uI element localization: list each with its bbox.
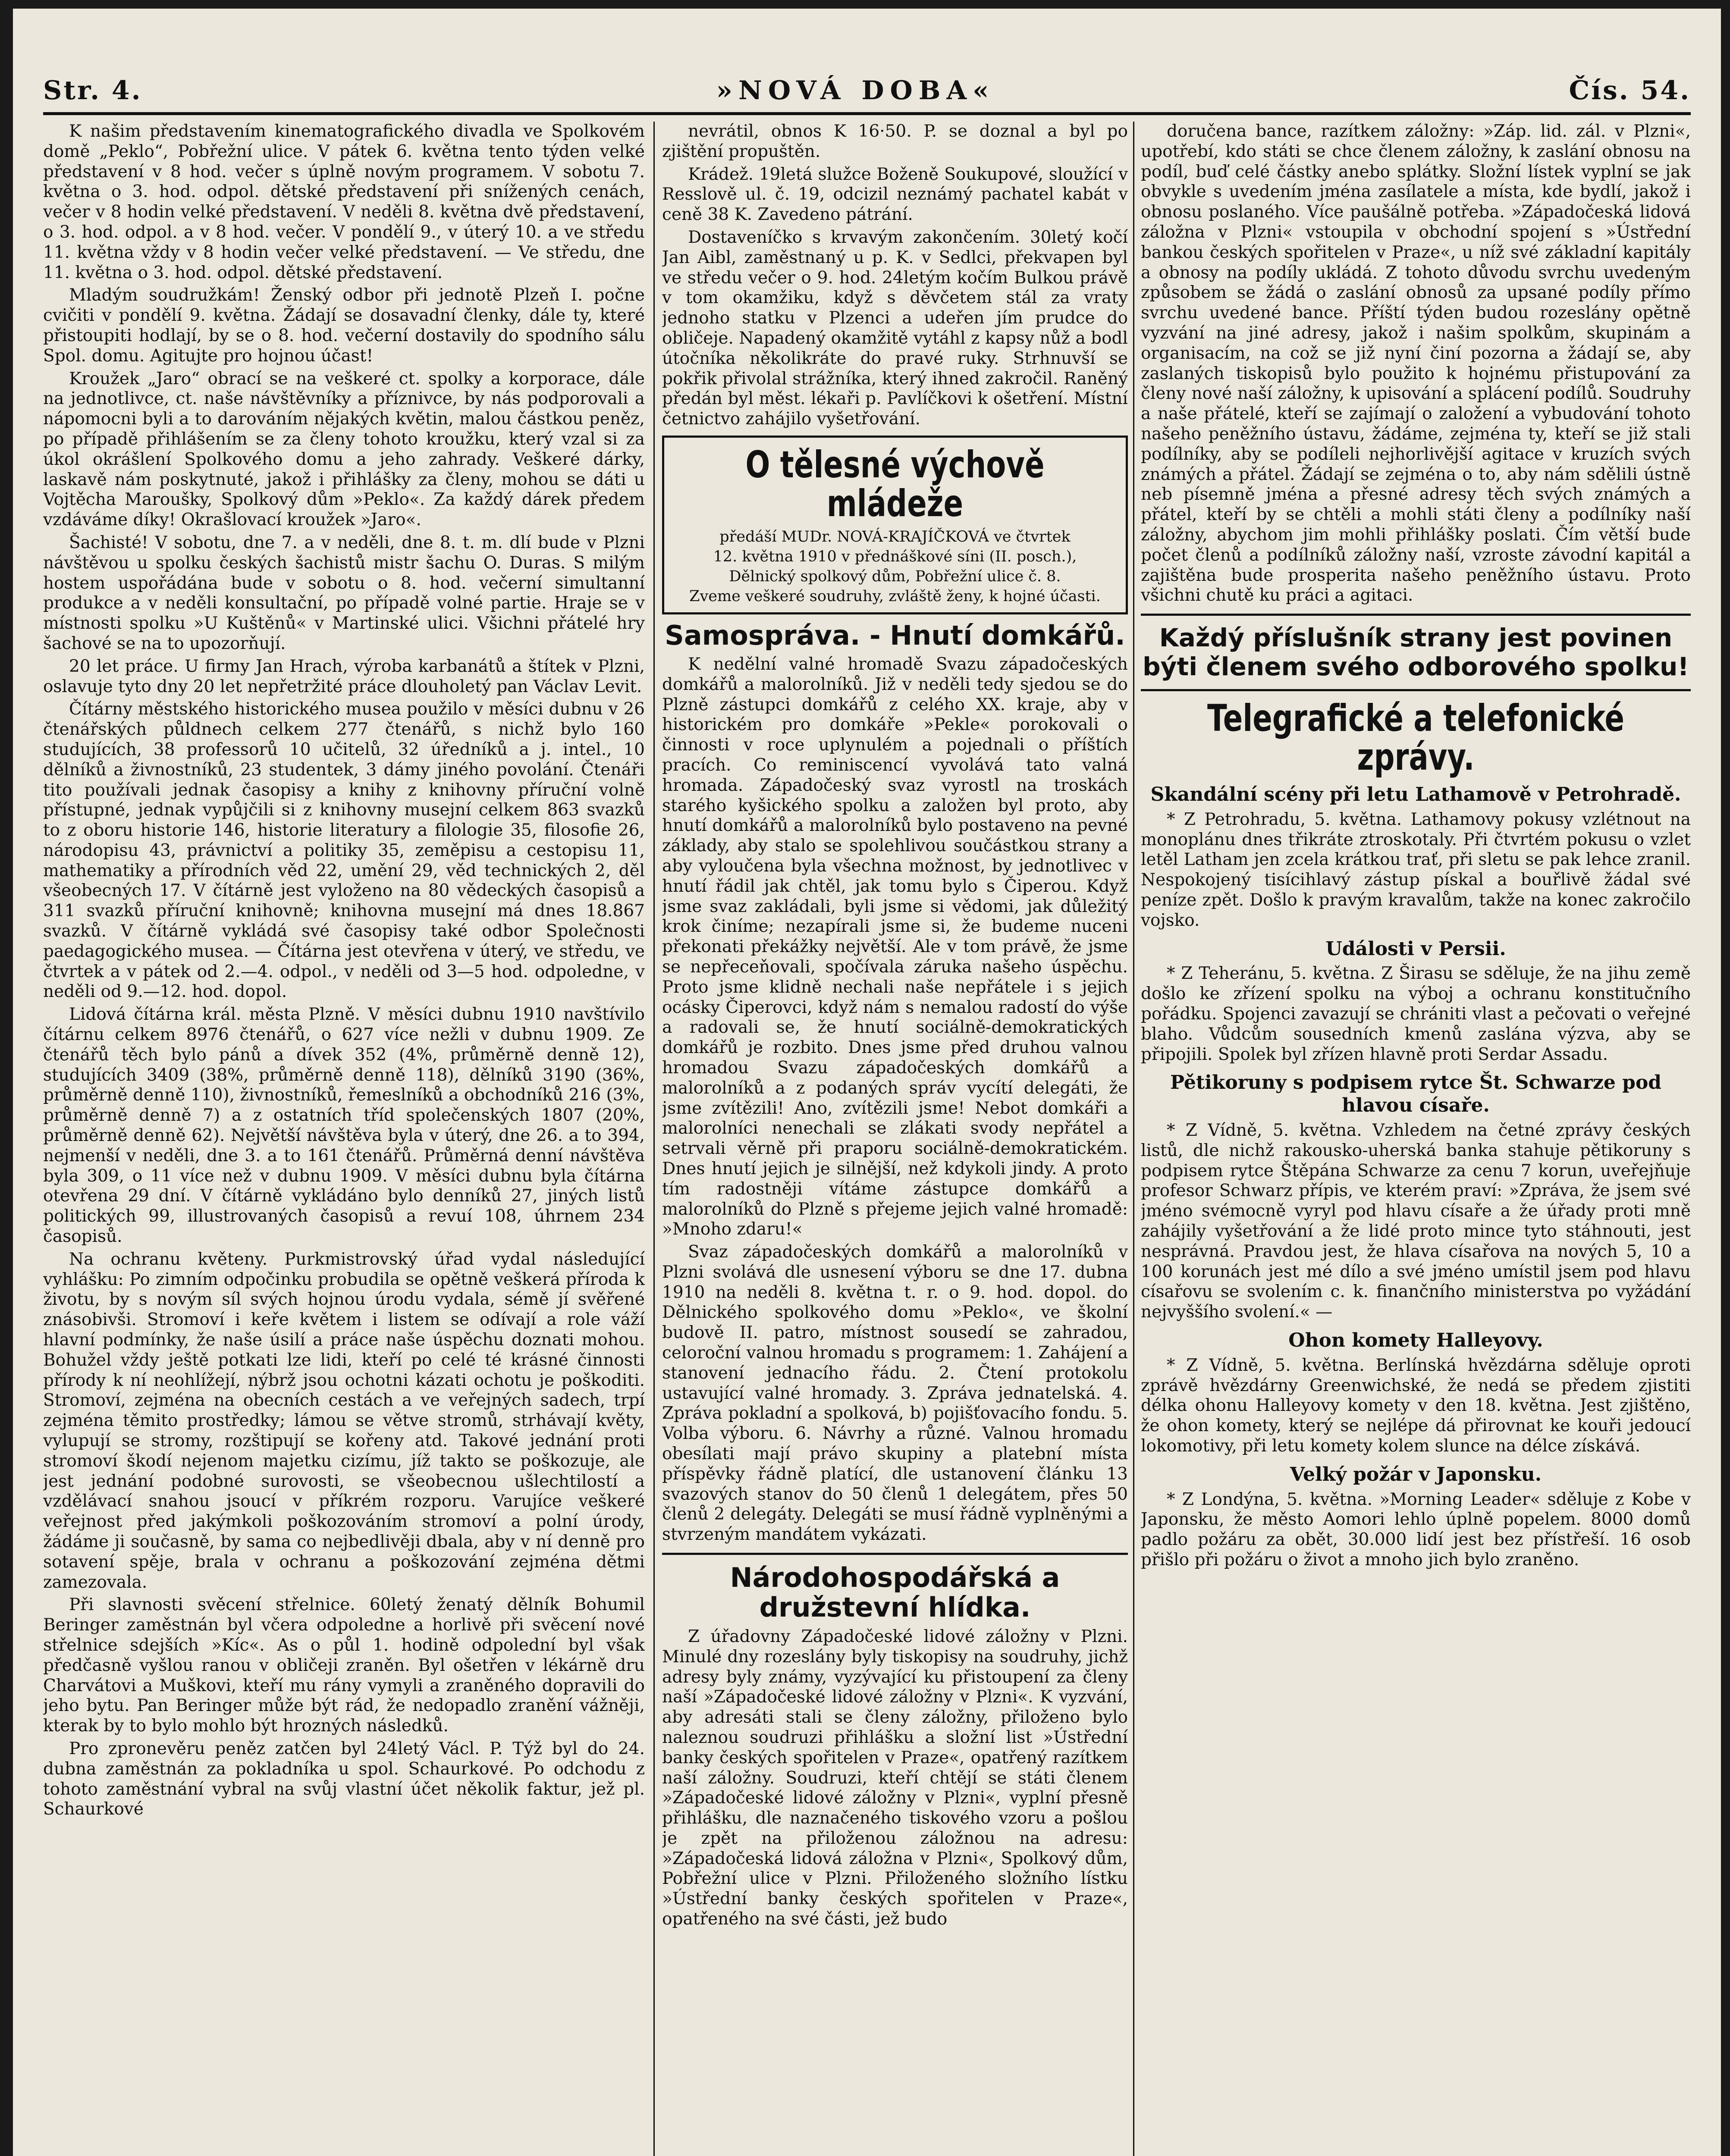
telegram-section-title: Telegrafické a telefonické zprávy. — [1207, 696, 1625, 779]
column-divider-1 — [653, 122, 655, 2156]
article-kometa: * Z Vídně, 5. května. Berlínská hvězdárna sděluje oproti zprávě hvězdárny Greenwichské, že nedá se předem zjistiti délka ohonu Halleyovy komety v den 18. května. Jest zjištěno, že ohon komety, který se nejlépe dá přirovnat ke kouři jedoucí lokomotivy, při letu komety kolem slunce na délce získává. — [1141, 1355, 1691, 1456]
lecture-line-2: 12. května 1910 v přednáškové síni (II. posch.), — [713, 548, 1077, 565]
article-20-let-prace: 20 let práce. U firmy Jan Hrach, výroba karbanátů a štítek v Plzni, oslavuje tyto dny 20 let nepřetržité práce dlouholetý pan Václav Levit. — [43, 656, 645, 696]
article-svecen-strelnice: Při slavnosti svěcení střelnice. 60letý ženatý dělník Bohumil Beringer zaměstnán byl včera odpoledne a horlivě při svěcení nové střelnice sdejších »Kíc«. As o půl 1. hodině odpolední byl však předčasně vyšlou ranou v obličeji zraněn. Byl ošetřen v lékárně dru Charvátovi a Muškovi, kteří mu rány vymyli a zraněného dopravili do jeho bytu. Pan Beringer může být rád, že nedopadlo zranění vážněji, kterak by to bylo mohlo být hrozných následků. — [43, 1595, 645, 1736]
lecture-title: O tělesné výchově mládeže — [745, 443, 1045, 526]
section-head-kometa: Ohon komety Halleyovy. — [1288, 1329, 1543, 1352]
article-petikoruny: * Z Vídně, 5. května. Vzhledem na četné zprávy českých listů, dle nichž rakousko-uherská banka stahuje pětikoruny s podpisem rytce Štěpána Schwarze za cenu 7 korun, uveřejňuje profesor Schwarz přípis, ve kterém praví: »Zpráva, že jsem své jméno svémocně vyryl pod hlavu císaře a že úřady proti mně zahájily vyšetřování a že lidé proto mince tyto stáhnouti, jest nesprávná. Pravdou jest, že hlava císařova na nových 5, 10 a 100 korunách jest mé dílo a své jméno umístil jsem pod hlavu císařovu se svolením c. k. finančního ministerstva po vyžádání nejvyššího svolení.« — — [1141, 1121, 1691, 1322]
notice-divider-top — [1141, 614, 1691, 616]
article-krouzek-jaro: Kroužek „Jaro“ obrací se na veškeré ct. spolky a korporace, dále na jednotlivce, ct. naše návštěvníky a příznivce, by nás podporovali a nápomocni byli a to darováním nějakých květin, malou částkou peněz, po případě přihlášením se za členy tohoto kroužku, který vzal si za úkol okrášlení Spolkového domu a jeho zahrady. Veškeré dárky, laskavě nám poskytnuté, jakož i přihlášky za členy, mohou se dáti u Vojtěcha Maroušky, Spolkový dům »Peklo«. Za každý dárek předem vzdáváme díky! Okrašlovací kroužek »Jaro«. — [43, 369, 645, 530]
article-persie: * Z Teheránu, 5. května. Z Širasu se sděluje, že na jihu země došlo ke zřízení spolku na výboj a ochranu konstitučního pořádku. Spojenci zavazují se chrániti vlast a pečovati o veřejné blaho. Vůdcům sousedních kmenů zaslána výzva, aby se připojili. Spolek byl zřízen hlavně proti Serdar Assadu. — [1141, 964, 1691, 1064]
article-lidova-citarna: Lidová čítárna král. města Plzně. V měsíci dubnu 1910 navštívilo čítárnu celkem 8976 čtenářů, o 627 více nežli v dubnu 1909. Ze čtenářů těch bylo pánů a dívek 352 (4%, průměrně denně 12), studujících 3409 (38%, průměrně denně 118), dělníků 3190 (36%, průměrně denně 110), živnostníků, řemeslníků a obchodníků 216 (3%, průměrně denně 7) a z ostatních tříd společenských 1807 (20%, průměrně denně 62). Největší návštěva byla v úterý, dne 26. a to 394, nejmenší v neděli, dne 3. a to 161 čtenářů. Průměrná denní návštěva byla 309, o 11 více než v dubnu 1909. V měsíci dubnu byla čítárna otevřena 29 dní. V čítárně vykládáno bylo denníků 27, jiných listů politických 99, illustrovaných časopisů a revuí 108, úhrnem 234 časopisů. — [43, 1005, 645, 1247]
article-dostavenicko: Dostaveníčko s krvavým zakončením. 30letý kočí Jan Aibl, zaměstnaný u p. K. v Sedlci, překvapen byl ve středu večer o 9. hod. 24letým kočím Bulkou právě v tom okamžiku, když s děvčetem stál za vraty jednoho statku v Plzenci a udeřen jím prudce do obličeje. Napadený okamžitě vytáhl z kapsy nůž a bodl útočníka několikráte do pravé ruky. Strhnuvší se pokřik přivolal strážníka, který ihned zakročil. Raněný předán byl měst. lékaři p. Pavlíčkovi k ošetření. Místní četnictvo zahájilo vyšetřování. — [662, 227, 1128, 429]
article-japonsko: * Z Londýna, 5. května. »Morning Leader« sděluje z Kobe v Japonsku, že město Aomori lehlo úplně popelem. 8000 domů padlo požáru za obět, 30.000 lidí jest bez přístřeší. 16 osob přišlo při požáru o život a mnoho jich bylo zraněno. — [1141, 1489, 1691, 1570]
lecture-line-1: předáší MUDr. NOVÁ-KRAJÍČKOVÁ ve čtvrtek — [719, 528, 1071, 545]
article-kino: K našim představením kinematografického divadla ve Spolkovém domě „Peklo“, Pobřežní ulice. V pátek 6. května tento týden velké představení v 8 hod. večer s úplně novým programem. V sobotu 7. května o 3. hod. odpol. dětské představení při snížených cenách, večer v 8 hodin velké představení. V neděli 8. května dvě představení, o 3. hod. odpol. a v 8 hod. večer. V pondělí 9., v úterý 10. a ve středu 11. května vždy v 8 hodin večer velké představení. — Ve středu, dne 11. května o 3. hod. odpol. dětské představení. — [43, 122, 645, 282]
section-head-japonsko: Velký požár v Japonsku. — [1290, 1463, 1542, 1485]
column-1 — [43, 122, 645, 2156]
page-number: Str. 4. — [43, 75, 142, 106]
article-sachiste: Šachisté! V sobotu, dne 7. a v neděli, dne 8. t. m. dlí bude v Plzni návštěvou u spolku českých šachistů mistr šachu O. Duras. S milým hostem uspořádána bude v sobotu o 8. hod. večerní simultanní produkce a v neděli konsultační, po případě volné partie. Hraje se v místnosti spolku »U Kuštěnů« v Martinské ulici. Všichni přátelé hry šachové se na to upozorňují. — [43, 533, 645, 653]
article-svaz-domkaru: Svaz západočeských domkářů a malorolníků v Plzni svolává dle usnesení výboru se dne 17. dubna 1910 na neděli 8. května t. r. o 9. hod. dopol. do Dělnického spolkového domu »Peklo«, ve školní budově II. patro, místnost sousedí se zahradou, celoroční valnou hromadu s programem: 1. Zahájení a stanovení jednacího řádu. 2. Čtení protokolu ustavující valné hromady. 3. Zpráva jednatelská. 4. Zpráva pokladní a spolková, b) pojišťovacího fondu. 5. Volba výboru. 6. Návrhy a různé. Valnou hromadu obesílati mají právo skupiny a platební místa příspěvky řádně platící, dle ustanovení článku 13 svazových stanov do 50 členů 1 delegátem, přes 50 členů 2 delegáty. Delegáti se musí řádně vyplněnými a stvrzeným mandátem vykázati. — [662, 1242, 1128, 1545]
article-zalozna: Z úřadovny Západočeské lidové záložny v Plzni. Minulé dny rozeslány byly tiskopisy na soudruhy, jichž adresy byly známy, vyzývající ku přistoupení za členy naší »Západočeské lidové záložny v Plzni«. K vyzvání, aby adresáti stali se členy záložny, přiloženo bylo naleznou soudruzi přihlášku a složní list »Ústřední banky českých spořitelen v Praze«, opatřený razítkem naší záložny. Soudruzi, kteří chtějí se státi členem »Západočeské lidové záložny v Plzni«, vyplní přesně přihlášku, dle naznačeného tiskového vzoru a pošlou je zpět na přiloženou záložnou na adresu: »Západočeská lidová záložna v Plzni«, Spolkový dům, Pobřežní ulice v Plzni. Přiloženého složního lístku »Ústřední banky českých spořitelen v Praze«, opatřeného na své části, jež budo — [662, 1626, 1128, 1929]
article-continuation: nevrátil, obnos K 16·50. P. se doznal a byl po zjištění propuštěn. — [662, 122, 1128, 161]
section-narodohosp-title: Národohospodářská a družstevní hlídka. — [730, 1562, 1060, 1623]
article-zpronevera: Pro zpronevěru peněz zatčen byl 24letý Václ. P. Týž byl do 24. dubna zaměstnán za pokladníka u spol. Schaurkové. Po odchodu z tohoto zaměstnání vybral na svůj vlastní účet několik faktur, jež pl. Schaurkové — [43, 1739, 645, 1819]
section-divider — [662, 1553, 1128, 1555]
lecture-line-4: Zveme veškeré soudruhy, zvláště ženy, k hojné účasti. — [689, 587, 1101, 605]
article-valna-hromada: K nedělní valné hromadě Svazu západočeských domkářů a malorolníků. Již v neděli tedy sjedou se do Plzně zástupci domkářů z celého XX. kraje, aby v historickém pro domkáře »Pekle« porokovali o činnosti v roce uplynulém a pojednali o příštích pracích. Co reminiscencí vyvolává tato valná hromada. Západočeský svaz vyrostl na troskách starého kyšického spolku a založen byl proto, aby hnutí domkářů a malorolníků bylo postaveno na pevné základy, aby stalo se spolehlivou součástkou strany a aby vyloučena byla všechna možnost, by jednotlivec v hnutí řádil jak chtěl, jak tomu bylo s Čiperou. Když jsme svaz zakládali, byli jsme si vědomi, jak důležitý krok činíme; nezapírali jsme si, že budeme nuceni překonati překážky největší. Ale v tom právě, že jsme se nepřeceňovali, spočívala záruka našeho úspěchu. Proto jsme klidně nechali naše nepřátele i s jejich ocásky Čiperovci, když nám s nemalou radostí do výše a radovali se, že hnutí sociálně-demokratických domkářů je rozbito. Dnes jsme před druhou valnou hromadou Svazu západočeských domkářů a malorolníků a z podaných správ vycítí delegáti, že jsme zvítězili! Ano, zvítězili jsme! Nebot domkáři a malorolníci nenechali se zlákati svody nepřátel a setrvali věrně při praporu sociálně-demokratickém. Dnes hnutí jejich je silnější, než kdykoli jindy. A proto tím radostněji vítáme zástupce domkářů a malorolníků do Plzně s přejeme jejich valné hromadě: »Mnoho zdaru!« — [662, 654, 1128, 1239]
section-head-latham: Skandální scény při letu Lathamově v Petrohradě. — [1150, 783, 1681, 806]
issue-number: Čís. 54. — [1569, 75, 1691, 106]
lecture-announcement — [662, 436, 1128, 614]
party-notice: Každý příslušník strany jest povinen býti členem svého odborového spolku! — [1143, 623, 1689, 681]
column-divider-2 — [1133, 122, 1134, 2156]
article-latham: * Z Petrohradu, 5. května. Lathamovy pokusy vzlétnout na monoplánu dnes třikráte ztroskotaly. Při čtvrtém pokusu o vzlet letěl Latham jen zcela krátkou trať, při sletu se pak lehce zranil. Nespokojený tisícihlavý zástup pískal a bouřlivě žádal své peníze zpět. Došlo k pravým kravalům, takže na konec zakročilo vojsko. — [1141, 809, 1691, 930]
article-zalozna-continuation: doručena bance, razítkem záložny: »Záp. lid. zál. v Plzni«, upotřebí, kdo státi se chce členem záložny, k zaslání obnosu na podíl, buď celé částky anebo splátky. Složní lístek vyplní se jak obvykle s uvedením jména zasílatele a místa, kde bydlí, jakož i obnosu poslaného. Více paušálně potřeba. »Západočeská lidová záložna v Plzni« vstoupila v obchodní spojení s »Ústřední bankou českých spořitelen v Praze«, u níž své základní kapitály a obnosy na podíly ukládá. Z tohoto důvodu svrchu uvedeným způsobem se žádá o zaslání obnosů za upsané podíly přímo svrchu uvedené bance. Příští týden budou rozeslány opětně vyzvání na jiné adresy, jakož i našim spolkům, skupinám a organisacím, na což se již nyní činí pozorna a žádají se, aby zaslaných tiskopisů bylo použito k hojnému přistupování za členy nové naší záložny, k upisování a splácení podílů. Soudruhy a naše přátelé, kteří se zajímají o založení a vybudování tohoto našeho peněžního ústavu, žádáme, zejména ty, kteří se již stali podílníky, aby se podíleli nejhorlivější agitace v kruzích svých známých a přátel. Žádají se zejména o to, aby nám sdělili ústně neb písemně jména a přesné adresy těch svých známých a přátel, kteří by se chtěli a mohli státi členy a podílníky naší záložny, abychom jim mohli přihlášky poslati. Čím větší bude počet členů a podílníků záložny naší, vzroste závodní kapitál a zajištěna bude prosperita našeho peněžního ústavu. Proto všichni chutě ku práci a agitaci. — [1141, 122, 1691, 605]
column-3 — [1141, 122, 1691, 2156]
article-mladym-soudruzkam: Mladým soudružkám! Ženský odbor při jednotě Plzeň I. počne cvičiti v pondělí 9. května. Žádají se dosavadní členky, dále ty, které přistoupiti hodlají, by se o 8. hod. večerní dostavily do spodního sálu Spol. domu. Agitujte pro hojnou účast! — [43, 285, 645, 366]
header-rule — [43, 112, 1691, 115]
article-citarny-musea: Čítárny městského historického musea použilo v měsíci dubnu v 26 čtenářských půldnech celkem 277 čtenářů, s nichž bylo 160 studujících, 38 professorů 10 učitelů, 32 úředníků a j. intel., 10 dělníků a živnostníků, 23 studentek, 3 dámy jiného povolání. Čtenáři tito používali jednak časopisy a knihy z knihovny příruční volně přístupné, jednak vypůjčili si z knihovny musejní celkem 863 svazků to z oboru historie 146, historie literatury a filologie 35, filosofie 26, národopisu 43, právnictví a politiky 35, zeměpisu a cestopisu 11, mathematiky a přírodních věd 22, umění 29, věd technických 2, děl všeobecných 17. V čítárně jest vyloženo na 80 vědeckých časopisů a 311 svazků příruční knihovně; knihovna musejní má dnes 18.867 svazků. V čítárně vykládá své časopisy také odbor Společnosti paedagogického musea. — Čítárna jest otevřena v úterý, ve středu, ve čtvrtek a v pátek od 2.—4. odpol., v neděli od 3—5 hod. odpoledne, v neděli od 9.—12. hod. dopol. — [43, 699, 645, 1002]
article-kradez: Krádež. 19letá služce Boženě Soukupové, sloužící v Resslově ul. č. 19, odcizil neznámý pachatel kabát v ceně 38 K. Zavedeno pátrání. — [662, 164, 1128, 225]
page-header — [43, 69, 1691, 112]
section-head-petikoruny: Pětikoruny s podpisem rytce Št. Schwarze pod hlavou císaře. — [1170, 1072, 1662, 1117]
newspaper-title: »NOVÁ DOBA« — [716, 75, 995, 106]
section-samosprava-title: Samospráva. - Hnutí domkářů. — [665, 619, 1125, 651]
section-head-persie: Události v Persii. — [1325, 937, 1506, 960]
column-2 — [662, 122, 1128, 2156]
article-ochrana-kveteny: Na ochranu květeny. Purkmistrovský úřad vydal následující vyhlášku: Po zimním odpočinku probudila se opětně veškerá příroda k životu, by s novým síl svých hojnou úrodu vydala, sémě jí svěřené znásobivši. Stromoví i keře květem i listem se odívají a role váží hlavní podmínky, že naše úsilí a práce naše úspěchu doznati mohou. Bohužel vždy ještě potkati lze lidi, kteří po celé té krásné činnosti přírody k ní neohlížejí, nýbrž jsou ochotni kázati ochotu je poškoditi. Stromoví, zejména na obecních cestách a ve veřejných sadech, trpí zejména těmito prostředky; lámou se větve stromů, strhávají květy, vylupují se stromy, rozštipují se kořeny atd. Takové jednání proti stromoví škodí nejenom majetku cizímu, jíž takto se poškozuje, ale jest jednání podobné surovosti, se všeobecnou ušlechtilostí a vzdělávací snahou jsoucí v příkrém rozporu. Varujíce veškeré veřejnost před jakýmkoli poškozováním stromoví a polní úrody, žádáme ji současně, by sama co nejbedlivěji dbala, aby v ní denně pro sotavení spěje, brala v ochranu a poškozování zejména dětmi zamezovala. — [43, 1249, 645, 1592]
notice-divider-bottom — [1141, 689, 1691, 691]
newspaper-page — [13, 9, 1721, 2156]
lecture-line-3: Dělnický spolkový dům, Pobřežní ulice č. 8. — [729, 567, 1061, 585]
